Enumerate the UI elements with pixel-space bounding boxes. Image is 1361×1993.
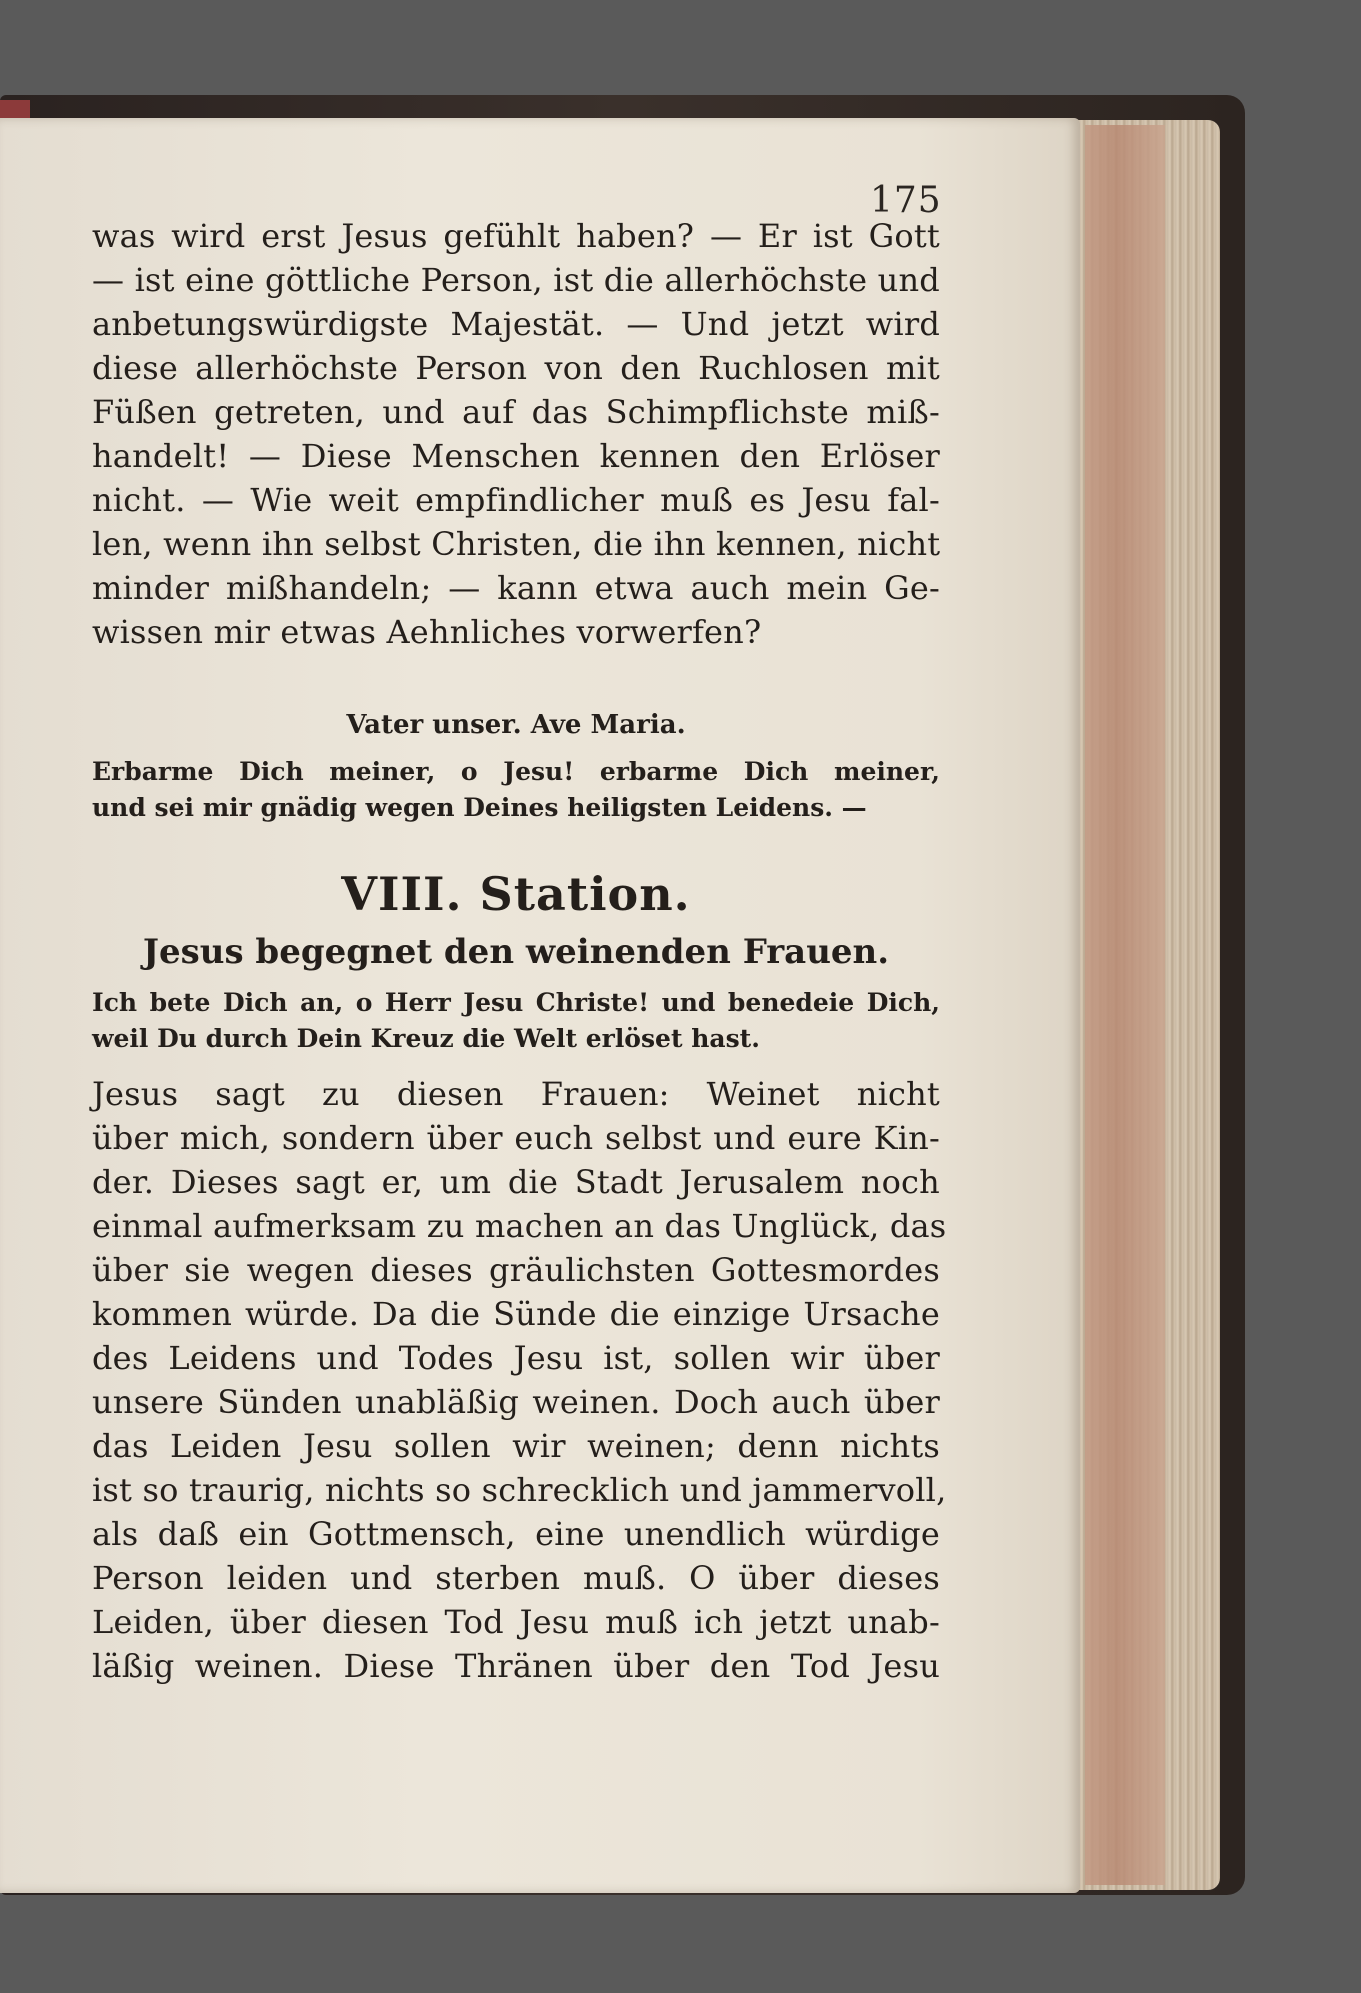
cover-ribbon-edge (0, 100, 30, 120)
paragraph-1 (92, 214, 940, 654)
text-line: wissen mir etwas Aehnliches vorwerfen? (92, 613, 762, 651)
text-line: handelt! — Diese Menschen kennen den Erlöser (92, 437, 940, 475)
text-line: unsere Sünden unabläßig weinen. Doch auch über (92, 1383, 940, 1421)
text-line: der. Dieses sagt er, um die Stadt Jerusalem noch (92, 1163, 940, 1201)
prayer-1 (92, 754, 940, 826)
text-line: läßig weinen. Diese Thränen über den Tod Jesu (92, 1647, 940, 1685)
text-line: — ist eine göttliche Person, ist die allerhöchste und (92, 261, 940, 299)
text-line: über sie wegen dieses gräulichsten Gottesmordes (92, 1251, 940, 1289)
text-line: Person leiden und sterben muß. O über dieses (92, 1559, 940, 1597)
text-line: kommen würde. Da die Sünde die einzige Ursache (92, 1295, 940, 1333)
prayer-line: weil Du durch Dein Kreuz die Welt erlöset hast. (92, 1024, 760, 1053)
station-subtitle: Jesus begegnet den weinenden Frauen. (142, 932, 890, 972)
text-line: Leiden, über diesen Tod Jesu muß ich jetzt unab- (92, 1603, 940, 1641)
text-line: über mich, sondern über euch selbst und eure Kin- (92, 1119, 940, 1157)
page-number: 175 (870, 180, 942, 221)
text-line: des Leidens und Todes Jesu ist, sollen wir über (92, 1339, 940, 1377)
text-line: nicht. — Wie weit empfindlicher muß es Jesu fal- (92, 481, 940, 519)
text-line: das Leiden Jesu sollen wir weinen; denn nichts (92, 1427, 940, 1465)
prayer-line: und sei mir gnädig wegen Deines heiligsten Leidens. — (92, 793, 867, 822)
station-title: VIII. Station. (341, 867, 691, 921)
page-block-edges-tint (1085, 125, 1165, 1885)
text-line: als daß ein Gottmensch, eine unendlich würdige (92, 1515, 940, 1553)
text-line: Jesus sagt zu diesen Frauen: Weinet nicht (92, 1075, 940, 1113)
text-line: anbetungswürdigste Majestät. — Und jetzt wird (92, 305, 940, 343)
text-line: diese allerhöchste Person von den Ruchlosen mit (92, 349, 940, 387)
text-line: was wird erst Jesus gefühlt haben? — Er ist Gott (92, 217, 940, 255)
prayer-line: Ich bete Dich an, o Herr Jesu Christe! und benedeie Dich, (92, 988, 940, 1017)
text-line: len, wenn ihn selbst Christen, die ihn kennen, nicht (92, 525, 941, 563)
station-heading-block (92, 862, 940, 978)
prayer-2 (92, 985, 940, 1057)
paragraph-2 (92, 1072, 947, 1688)
text-line: einmal aufmerksam zu machen an das Unglück, das (92, 1207, 947, 1245)
text-line: ist so traurig, nichts so schrecklich und jammervoll, (92, 1471, 947, 1509)
prayer-heading: Vater unser. Ave Maria. (346, 710, 686, 740)
prayer-line: Erbarme Dich meiner, o Jesu! erbarme Dich meiner, (92, 757, 940, 786)
text-line: Füßen getreten, und auf das Schimpflichste miß- (92, 393, 940, 431)
text-line: minder mißhandeln; — kann etwa auch mein Ge- (92, 569, 940, 607)
prayer-heading-block (92, 705, 940, 745)
